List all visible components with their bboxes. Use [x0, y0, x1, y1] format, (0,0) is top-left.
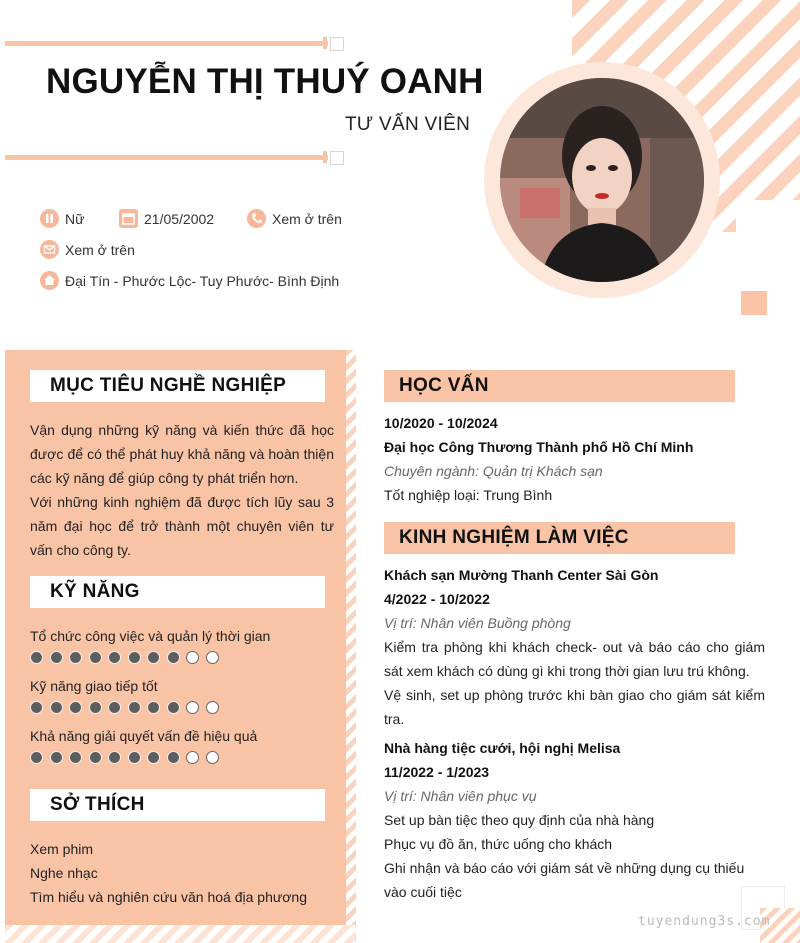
rating-dot-empty [206, 651, 219, 664]
rating-dot-filled [69, 751, 82, 764]
rating-dot-filled [147, 651, 160, 664]
education-period: 10/2020 - 10/2024 [384, 415, 498, 431]
rating-dot-filled [30, 701, 43, 714]
job-position: Vị trí: Nhân viên phục vụ [384, 788, 537, 804]
email-icon [40, 240, 59, 259]
contact-email [40, 240, 135, 259]
rating-dot-filled [147, 751, 160, 764]
job-company: Khách sạn Mường Thanh Center Sài Gòn [384, 567, 659, 583]
education-major: Chuyên ngành: Quản trị Khách sạn [384, 463, 603, 479]
rating-dot-filled [108, 651, 121, 664]
job-company: Nhà hàng tiệc cưới, hội nghị Melisa [384, 740, 621, 756]
rating-dot-filled [69, 701, 82, 714]
education-school: Đại học Công Thương Thành phố Hồ Chí Minh [384, 439, 694, 455]
job-period: 11/2022 - 1/2023 [384, 764, 490, 780]
skill-rating [30, 651, 219, 664]
job-duty: Set up bàn tiệc theo quy định của nhà hàng [384, 812, 655, 828]
rating-dot-empty [206, 751, 219, 764]
rating-dot-filled [30, 751, 43, 764]
rule-top-marker [323, 37, 327, 49]
email-value: Xem ở trên [65, 241, 135, 258]
skill-rating [30, 751, 219, 764]
address-value: Đại Tín - Phước Lộc- Tuy Phước- Bình Định [65, 272, 340, 289]
skill-label: Khả năng giải quyết vấn đề hiệu quả [30, 728, 258, 744]
job-duty: Phục vụ đồ ăn, thức uống cho khách [384, 836, 613, 852]
rating-dot-filled [167, 751, 180, 764]
objective-paragraph-1: Vận dụng những kỹ năng và kiến thức đã học được để có thể phát huy khả năng và hoàn thiện các kỹ năng để giúp công ty phát triển hơn. [30, 422, 334, 486]
objective-paragraph-2: Với những kinh nghiệm đã được tích lũy sau 3 năm đại học để trở thành một chuyên viên tư vấn cho công ty. [30, 494, 334, 558]
rating-dot-filled [108, 751, 121, 764]
home-icon [40, 271, 59, 290]
bottom-stripe [5, 925, 355, 943]
phone-icon [247, 209, 266, 228]
job-title: TƯ VẤN VIÊN [345, 114, 471, 135]
contact-phone [247, 209, 342, 228]
skill-rating [30, 701, 219, 714]
job-duty: Vệ sinh, set up phòng trước khi bàn giao cho giám sát kiểm tra. [384, 687, 765, 727]
job-duty: Ghi nhận và báo cáo với giám sát về những dụng cụ thiếu vào cuối tiệc [384, 860, 745, 900]
skill-label: Tổ chức công việc và quản lý thời gian [30, 628, 271, 644]
rating-dot-filled [89, 701, 102, 714]
rating-dot-filled [30, 651, 43, 664]
rating-dot-filled [128, 651, 141, 664]
header-rule-top [5, 41, 328, 46]
left-panel-stripe [346, 350, 356, 943]
rating-dot-filled [147, 701, 160, 714]
skills-title: KỸ NĂNG [30, 576, 325, 608]
education-grade: Tốt nghiệp loại: Trung Bình [384, 487, 553, 503]
phone-value: Xem ở trên [272, 210, 342, 227]
rating-dot-filled [50, 751, 63, 764]
rating-dot-filled [69, 651, 82, 664]
rating-dot-filled [89, 751, 102, 764]
contact-gender [40, 209, 84, 228]
rating-dot-filled [50, 701, 63, 714]
rating-dot-filled [108, 701, 121, 714]
candidate-name: NGUYỄN THỊ THUÝ OANH [46, 62, 484, 101]
stripe-corner-cut [736, 200, 800, 240]
rating-dot-empty [186, 651, 199, 664]
rating-dot-filled [89, 651, 102, 664]
hobby-item: Tìm hiểu và nghiên cứu văn hoá địa phương [30, 889, 307, 905]
watermark: tuyendung3s.com [638, 914, 771, 929]
rating-dot-filled [50, 651, 63, 664]
rating-dot-filled [128, 701, 141, 714]
rule-bottom-marker [323, 151, 327, 163]
profile-photo [500, 78, 704, 282]
objective-title: MỤC TIÊU NGHỀ NGHIỆP [30, 370, 325, 402]
rule-bottom-end [330, 151, 344, 165]
hobbies-title: SỞ THÍCH [30, 789, 325, 821]
header-rule-bottom [5, 155, 328, 160]
hobby-item: Xem phim [30, 841, 94, 857]
job-duty: Kiểm tra phòng khi khách check- out và báo cáo cho giám sát xem khách có dùng gì khi trong thời gian lưu trú không. [384, 639, 765, 679]
gender-icon [40, 209, 59, 228]
rating-dot-empty [186, 751, 199, 764]
gender-value: Nữ [65, 210, 85, 227]
job-period: 4/2022 - 10/2022 [384, 591, 490, 607]
birthday-value: 21/05/2002 [144, 210, 215, 227]
job-position: Vị trí: Nhân viên Buồng phòng [384, 615, 571, 631]
rating-dot-filled [167, 651, 180, 664]
rating-dot-empty [186, 701, 199, 714]
rating-dot-filled [128, 751, 141, 764]
contact-birthday [119, 209, 214, 228]
rule-top-end [330, 37, 344, 51]
rating-dot-filled [167, 701, 180, 714]
rating-dot-empty [206, 701, 219, 714]
skill-label: Kỹ năng giao tiếp tốt [30, 678, 158, 694]
contact-address [40, 271, 339, 290]
calendar-icon [119, 209, 138, 228]
hobby-item: Nghe nhạc [30, 865, 98, 881]
experience-title: KINH NGHIỆM LÀM VIỆC [384, 522, 735, 554]
decor-square [741, 291, 767, 315]
education-title: HỌC VẤN [384, 370, 735, 402]
